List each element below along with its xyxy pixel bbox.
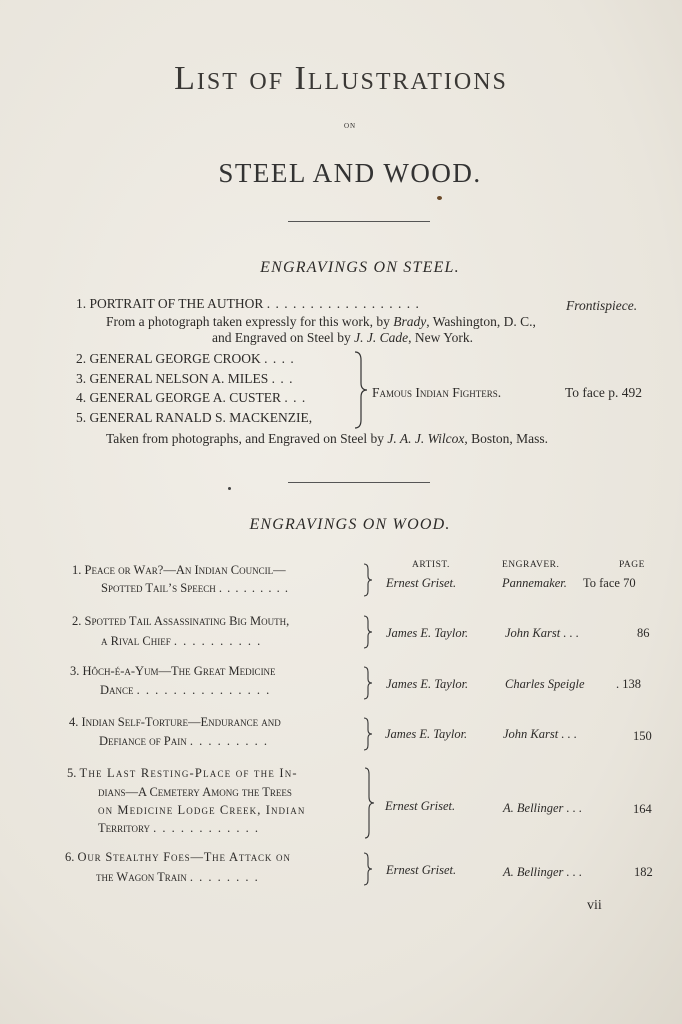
item-number: 5. xyxy=(67,766,77,780)
leader-dots: . . . . . . . . xyxy=(189,870,260,884)
wood-item-6-engraver: A. Bellinger . . . xyxy=(503,865,583,879)
item-number: 3. xyxy=(76,371,87,386)
wood-heading: ENGRAVINGS ON WOOD. xyxy=(249,516,451,533)
wood-item-1-line-2 xyxy=(101,581,289,596)
column-header-artist: ARTIST. xyxy=(412,560,450,570)
wood-item-4-brace xyxy=(362,717,374,751)
frontispiece-ref: Frontispiece. xyxy=(566,298,638,313)
wood-item-2-line-2 xyxy=(101,634,262,649)
item-title: Spotted Tail’s Speech xyxy=(101,581,216,595)
steel-heading: ENGRAVINGS ON STEEL. xyxy=(260,259,460,276)
leader-dots: . . . xyxy=(284,390,307,405)
steel-item-1-note-2 xyxy=(212,330,473,346)
steel-item-3 xyxy=(76,371,294,387)
leader-dots: . . . . . . . . . . . . xyxy=(153,821,260,835)
item-title: Indian Self-Torture—Endurance and xyxy=(81,715,281,729)
item-title: GENERAL GEORGE CROOK xyxy=(89,351,261,366)
leader-dots: . . . . . . . . . . xyxy=(173,634,262,648)
item-number: 1. xyxy=(72,563,82,577)
item-title: Our Stealthy Foes—The Attack on xyxy=(77,850,291,864)
wood-item-5-line-3 xyxy=(98,803,305,818)
section-rule xyxy=(288,482,430,483)
wood-item-3-engraver: Charles Speigle xyxy=(505,677,585,691)
item-number: 5. xyxy=(76,410,87,425)
wood-item-2-line-1 xyxy=(72,614,289,629)
steel-group-label: Famous Indian Fighters. xyxy=(372,385,502,400)
wood-item-2-page: 86 xyxy=(637,626,650,640)
note-text: Taken from photographs, and Engraved on Steel by xyxy=(106,431,388,446)
leader-dots: . . . . . . . . . xyxy=(189,734,269,748)
steel-item-5 xyxy=(76,410,312,426)
wood-item-6-line-1 xyxy=(65,850,291,865)
leader-dots: . . . . . . . . . . . . . . . . . . xyxy=(266,296,420,311)
wood-item-3-line-2 xyxy=(100,683,271,698)
wood-item-3-page: . 138 xyxy=(616,677,641,691)
page-number: vii xyxy=(587,898,602,913)
wood-item-1-page: To face 70 xyxy=(583,576,636,590)
photographer-name: Brady xyxy=(393,314,427,329)
item-number: 2. xyxy=(76,351,87,366)
item-title: Peace or War?—An Indian Council— xyxy=(84,563,286,577)
wood-item-6-line-2 xyxy=(96,870,259,885)
wood-item-4-page: 150 xyxy=(633,729,652,743)
wood-item-5-line-2: dians—A Cemetery Among the Trees xyxy=(98,785,292,799)
page-title: List of Illustrations xyxy=(174,60,508,97)
item-title: GENERAL NELSON A. MILES xyxy=(89,371,269,386)
steel-item-4 xyxy=(76,390,306,406)
wood-item-3-line-1 xyxy=(70,664,276,679)
item-title: Dance xyxy=(100,683,134,697)
wood-item-2-engraver: John Karst . . . xyxy=(505,626,579,640)
item-title: GENERAL RANALD S. MACKENZIE, xyxy=(89,410,313,425)
title-connector: on xyxy=(343,120,357,131)
item-title: on Medicine Lodge Creek, Indian xyxy=(98,803,306,817)
item-title: Spotted Tail Assassinating Big Mouth, xyxy=(84,614,290,628)
wood-item-1-brace xyxy=(362,563,374,597)
wood-item-2-artist: James E. Taylor. xyxy=(386,626,469,640)
wood-item-5-engraver: A. Bellinger . . . xyxy=(503,801,583,815)
item-number: 6. xyxy=(65,850,75,864)
column-header-engraver: ENGRAVER. xyxy=(502,560,560,570)
item-number: 2. xyxy=(72,614,82,628)
wood-item-3-brace xyxy=(362,666,374,700)
wood-item-4-line-1 xyxy=(69,715,281,730)
steel-group-brace xyxy=(352,350,370,430)
item-title: Defiance of Pain xyxy=(99,734,187,748)
page-subtitle: STEEL AND WOOD. xyxy=(218,158,482,188)
leader-dots: . . . . xyxy=(264,351,295,366)
engraver-name: J. J. Cade xyxy=(354,330,409,345)
steel-item-2 xyxy=(76,351,295,367)
ink-speck xyxy=(228,487,231,490)
note-text: , Washington, D. C., xyxy=(426,314,536,329)
wood-item-5-page: 164 xyxy=(633,802,652,816)
wood-item-5-artist: Ernest Griset. xyxy=(385,799,456,813)
wood-item-1-line-1 xyxy=(72,563,286,578)
item-title: the Wagon Train xyxy=(96,870,187,884)
note-text: , New York. xyxy=(408,330,473,345)
steel-item-1-note-1 xyxy=(106,314,536,330)
item-title: a Rival Chief xyxy=(101,634,171,648)
item-number: 4. xyxy=(69,715,79,729)
item-title: PORTRAIT OF THE AUTHOR xyxy=(89,296,264,311)
item-number: 4. xyxy=(76,390,87,405)
item-title: Hôch-é-a-Yum—The Great Medicine xyxy=(82,664,276,678)
header-rule xyxy=(288,221,430,222)
item-title: Territory xyxy=(98,821,150,835)
wood-item-4-engraver: John Karst . . . xyxy=(503,727,577,741)
wood-item-6-brace xyxy=(362,852,374,886)
item-title: GENERAL GEORGE A. CUSTER xyxy=(89,390,281,405)
steel-footer-note xyxy=(106,431,548,447)
item-title: The Last Resting-Place of the In- xyxy=(79,766,298,780)
wood-item-1-engraver: Pannemaker. xyxy=(502,576,567,590)
wood-item-6-page: 182 xyxy=(634,865,653,879)
wood-item-4-line-2 xyxy=(99,734,268,749)
wood-item-2-brace xyxy=(362,615,374,649)
wood-item-5-line-4 xyxy=(98,821,259,836)
note-text: and Engraved on Steel by xyxy=(212,330,355,345)
wood-item-1-artist: Ernest Griset. xyxy=(386,576,457,590)
steel-group-ref: To face p. 492 xyxy=(565,385,643,400)
item-number: 1. xyxy=(76,296,87,311)
note-text: From a photograph taken expressly for this work, by xyxy=(106,314,394,329)
wood-item-6-artist: Ernest Griset. xyxy=(386,863,457,877)
wood-item-4-artist: James E. Taylor. xyxy=(385,727,468,741)
note-text: , Boston, Mass. xyxy=(464,431,548,446)
leader-dots: . . . . . . . . . xyxy=(218,581,289,595)
leader-dots: . . . . . . . . . . . . . . . xyxy=(136,683,271,697)
wood-item-5-line-1 xyxy=(67,766,298,781)
item-number: 3. xyxy=(70,664,80,678)
column-header-page: PAGE xyxy=(619,560,645,570)
engraver-name: J. A. J. Wilcox xyxy=(387,431,465,446)
wood-item-3-artist: James E. Taylor. xyxy=(386,677,469,691)
ink-speck xyxy=(437,196,442,200)
leader-dots: . . . xyxy=(271,371,294,386)
steel-item-1 xyxy=(76,296,420,312)
wood-item-5-brace xyxy=(363,767,376,839)
